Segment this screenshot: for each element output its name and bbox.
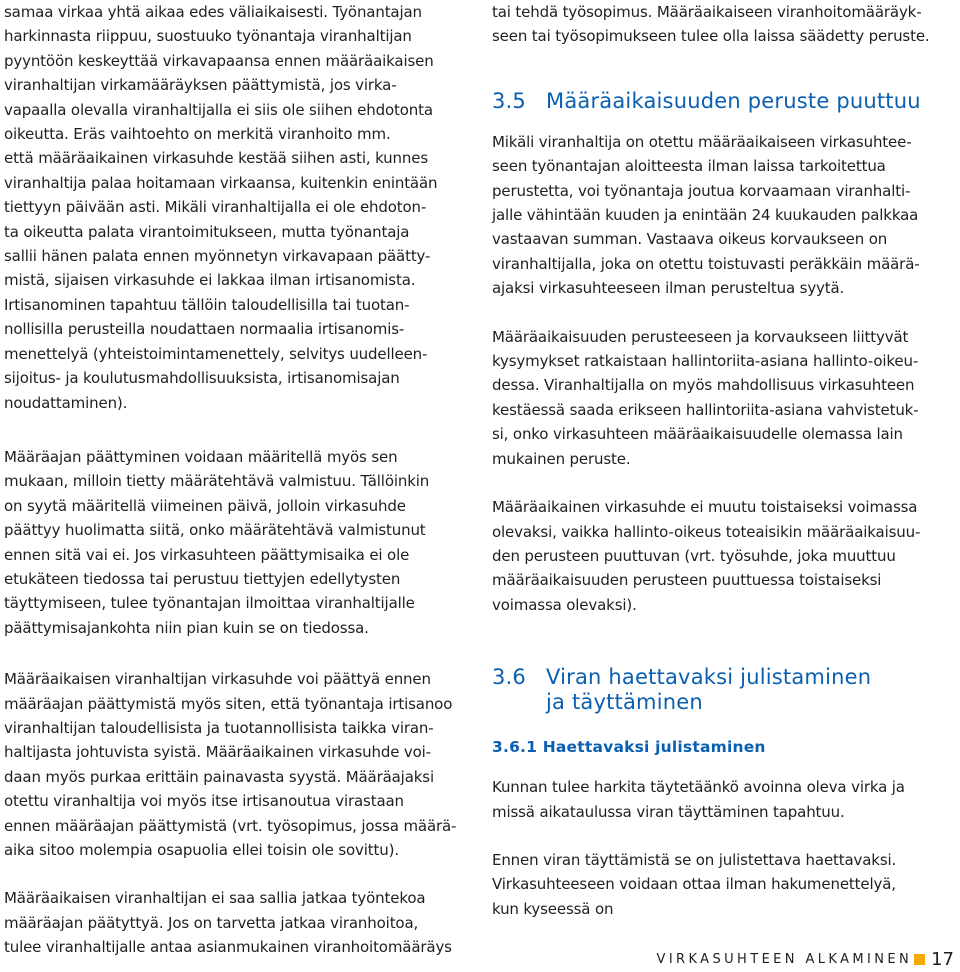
paragraph: Määräaikaisuuden perusteeseen ja korvaukseen liittyvät kysymykset ratkaistaan hallintoriita-asiana hallinto-oikeu- dessa. Viranhaltijalla on myös mahdollisuus virkasuhteen kestäessä saada erikseen hallintoriita-asiana vahvistetuk- si, onko virkasuhteen määräaikaisuudelle olemassa lain mukainen peruste.: [492, 327, 919, 468]
section-title: Määräaikaisuuden peruste puuttuu: [546, 88, 921, 113]
paragraph: Ennen viran täyttämistä se on julistettava haettavaksi. Virkasuhteeseen voidaan ottaa ilman hakumenettelyä, kun kyseessä on: [492, 850, 897, 918]
paragraph: samaa virkaa yhtä aikaa edes väliaikaisesti. Työnantajan harkinnasta riippuu, suostuuko työnantaja viranhaltijan pyyntöön keskeyttää virkavapaansa ennen määräaikaisen viranhaltijan virkamääräyksen päättymistä, jos virka- vapaalla olevalla viranhaltijalla ei siis ole siihen ehdotonta oikeutta. Eräs vaihtoehto on merkitä viranhoito mm. että määräaikainen virkasuhde kestää siihen asti, kunnes viranhaltija palaa hoitamaan virkaansa, kuitenkin enintään tiettyyn päivään asti. Mikäli viranhaltijalla ei ole ehdoton- ta oikeutta palata virantoimitukseen, mutta työnantaja sallii hänen palata ennen myönnetyn virkavapaan päätty- mistä, sijaisen virkasuhde ei lakkaa ilman irtisanomista. Irtisanominen tapahtuu tällöin taloudellisilla tai tuotan- nollisilla perusteilla noudattaen normaalia irtisanomis- menettelyä (yhteistoimintamenettely, selvitys uudelleen- sijoitus- ja koulutusmahdollisuuksista, irtisanomisajan noudattaminen).: [4, 3, 438, 412]
page-footer: [657, 949, 954, 970]
section-title: Viran haettavaksi julistaminen ja täyttäminen: [546, 665, 872, 715]
paragraph: Määräaikaisen viranhaltijan virkasuhde voi päättyä ennen määräajan päättymistä myös siten, että työnantaja irtisanoo viranhaltijan taloudellisista ja tuotannollisista taikka viran- haltijasta johtuvista syistä. Määräaikainen virkasuhde voi- daan myös purkaa erittäin painavasta syystä. Määräajaksi otettu viranhaltija voi myös itse irtisanoutua virastaan ennen määräajan päättymistä (vrt. työsopimus, jossa määrä- aika sitoo molempia osapuolia ellei toisin ole sovittu).: [4, 670, 457, 859]
right-column: [492, 0, 956, 921]
left-column: [4, 0, 466, 960]
footer-title: VIRKASUHTEEN ALKAMINEN: [656, 952, 913, 967]
paragraph: Määräaikainen virkasuhde ei muutu toistaiseksi voimassa olevaksi, vaikka hallinto-oikeus toteaisikin määräaikaisuu- den perusteen puuttuvan (vrt. työsuhde, joka muuttuu määräaikaisuuden perusteen puuttuessa toistaiseksi voimassa olevaksi).: [492, 498, 921, 614]
paragraph: Määräaikaisen viranhaltijan ei saa sallia jatkaa työntekoa määräajan päätyttyä. Jos on tarvetta jatkaa viranhoitoa, tulee viranhaltijalle antaa asianmukainen viranhoitomääräys: [4, 889, 452, 957]
paragraph: Mikäli viranhaltija on otettu määräaikaiseen virkasuhtee- seen työnantajan aloitteesta ilman laissa tarkoitettua perustetta, voi työnantaja joutua korvaamaan viranhalti- jalle vähintään kuuden ja enintään 24 kuukauden palkkaa vastaavan summan. Vastaava oikeus korvaukseen on viranhaltijalla, joka on otettu toistuvasti peräkkäin määrä- ajaksi virkasuhteeseen ilman perusteltua syytä.: [492, 132, 920, 298]
section-number: 3.6: [492, 665, 526, 690]
subsection-heading-3-6-1: 3.6.1 Haettavaksi julistaminen: [492, 738, 766, 757]
paragraph: Kunnan tulee harkita täytetäänkö avoinna oleva virka ja missä aikataulussa viran täyttäminen tapahtuu.: [492, 778, 905, 821]
paragraph: tai tehdä työsopimus. Määräaikaiseen viranhoitomääräyk- seen tai työsopimukseen tulee olla laissa säädetty peruste.: [492, 3, 930, 46]
page-number: 17: [931, 949, 954, 970]
section-heading-3-6: [492, 665, 956, 715]
section-heading-3-5: [492, 89, 956, 114]
section-number: 3.5: [492, 88, 526, 113]
paragraph: Määräajan päättyminen voidaan määritellä myös sen mukaan, milloin tietty määrätehtävä valmistuu. Tällöinkin on syytä määritellä viimeinen päivä, jolloin virkasuhde päättyy huolimatta siitä, onko määrätehtävä valmistunut ennen sitä vai ei. Jos virkasuhteen päättymisaika ei ole etukäteen tiedossa tai perustuu tiettyjen edellytysten täyttymiseen, tulee työnantajan ilmoittaa viranhaltijalle päättymisajankohta niin pian kuin se on tiedossa.: [4, 447, 430, 637]
accent-square-icon: [914, 954, 925, 965]
